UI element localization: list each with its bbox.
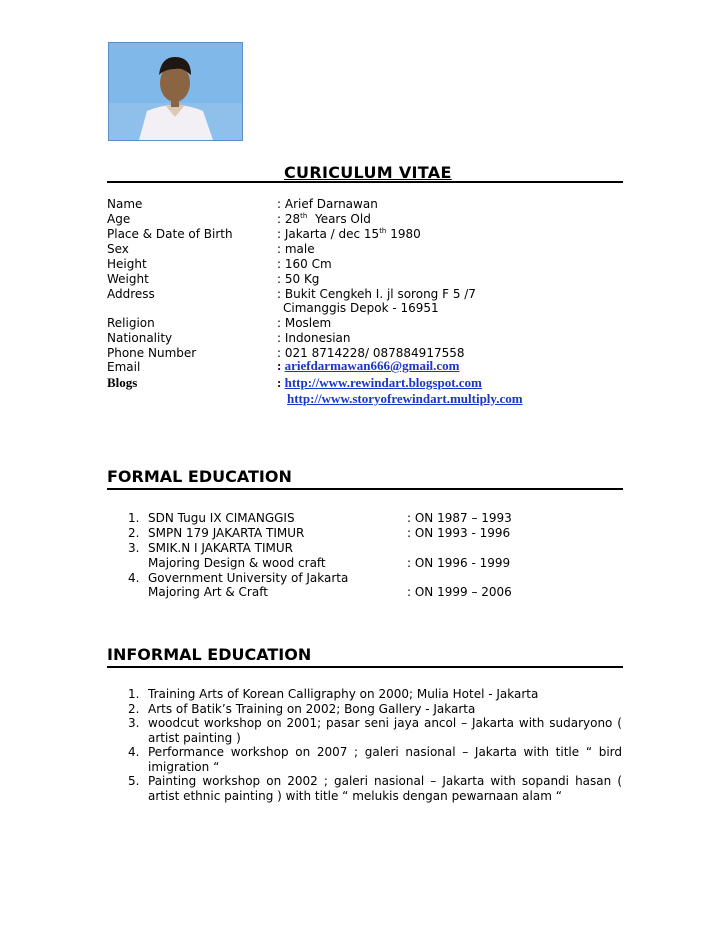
name-value: : Arief Darnawan <box>277 197 378 211</box>
informal-education-title: INFORMAL EDUCATION <box>107 645 312 664</box>
formal-major-3: Majoring Design & wood craft <box>148 556 326 570</box>
informal-item-5: Painting workshop on 2002 ; galeri nasional – Jakarta with sopandi hasan ( artist ethnic painting ) with title “ melukis dengan pewarnaan alam “ <box>148 774 622 803</box>
formal-school-3: SMIK.N I JAKARTA TIMUR <box>148 541 293 555</box>
informal-num-2: 2. <box>128 702 140 716</box>
formal-school-1: SDN Tugu IX CIMANGGIS <box>148 511 295 525</box>
informal-divider <box>107 666 623 668</box>
address-line-1: : Bukit Cengkeh I. jl sorong F 5 /7 <box>277 287 476 301</box>
formal-period-2: : ON 1993 - 1996 <box>407 526 511 540</box>
formal-num-3: 3. <box>128 541 140 555</box>
informal-item-3: woodcut workshop on 2001; pasar seni jaya ancol – Jakarta with sudaryono ( artist painting ) <box>148 716 622 745</box>
informal-num-5: 5. <box>128 774 140 788</box>
informal-num-4: 4. <box>128 745 140 759</box>
informal-num-1: 1. <box>128 687 140 701</box>
formal-period-3: : ON 1996 - 1999 <box>407 556 511 570</box>
address-line-2: Cimanggis Depok - 16951 <box>283 301 439 315</box>
blog-1: : http://www.rewindart.blogspot.com <box>277 375 482 390</box>
informal-item-1: Training Arts of Korean Calligraphy on 2000; Mulia Hotel - Jakarta <box>148 687 539 701</box>
phone-value: : 021 8714228/ 087884917558 <box>277 346 465 360</box>
formal-education-title: FORMAL EDUCATION <box>107 467 292 486</box>
formal-num-1: 1. <box>128 511 140 525</box>
informal-item-4: Performance workshop on 2007 ; galeri nasional – Jakarta with title “ bird imigration “ <box>148 745 622 774</box>
formal-school-4: Government University of Jakarta <box>148 571 349 585</box>
birth-value: : Jakarta / dec 15th 1980 <box>277 227 421 241</box>
address-label: Address <box>107 287 155 301</box>
blog-link-2[interactable]: http://www.storyofrewindart.multiply.com <box>287 391 523 406</box>
formal-period-4: : ON 1999 – 2006 <box>407 585 512 599</box>
birth-label: Place & Date of Birth <box>107 227 233 241</box>
informal-item-2: Arts of Batik’s Training on 2002; Bong Gallery - Jakarta <box>148 702 476 716</box>
email-link[interactable]: ariefdarmawan666@gmail.com <box>284 358 460 373</box>
phone-label: Phone Number <box>107 346 197 360</box>
profile-photo <box>108 42 243 141</box>
sex-label: Sex <box>107 242 129 256</box>
blogs-label: Blogs <box>107 375 138 390</box>
religion-label: Religion <box>107 316 155 330</box>
cv-title: CURICULUM VITAE <box>284 163 452 182</box>
name-label: Name <box>107 197 143 211</box>
formal-school-2: SMPN 179 JAKARTA TIMUR <box>148 526 305 540</box>
sex-value: : male <box>277 242 315 256</box>
height-label: Height <box>107 257 147 271</box>
formal-num-2: 2. <box>128 526 140 540</box>
formal-period-1: : ON 1987 – 1993 <box>407 511 512 525</box>
weight-label: Weight <box>107 272 149 286</box>
informal-num-3: 3. <box>128 716 140 730</box>
email-value: : ariefdarmawan666@gmail.com <box>277 358 460 373</box>
person-photo-icon <box>109 43 242 140</box>
height-value: : 160 Cm <box>277 257 332 271</box>
formal-divider <box>107 488 623 490</box>
age-value: : 28th Years Old <box>277 212 371 226</box>
weight-value: : 50 Kg <box>277 272 320 286</box>
blog-2 <box>287 391 523 407</box>
age-label: Age <box>107 212 131 226</box>
email-label: Email <box>107 360 141 374</box>
formal-num-4: 4. <box>128 571 140 585</box>
blog-link-1[interactable]: http://www.rewindart.blogspot.com <box>284 375 482 390</box>
title-divider <box>107 181 623 183</box>
nationality-label: Nationality <box>107 331 173 345</box>
religion-value: : Moslem <box>277 316 332 330</box>
formal-major-4: Majoring Art & Craft <box>148 585 268 599</box>
nationality-value: : Indonesian <box>277 331 351 345</box>
